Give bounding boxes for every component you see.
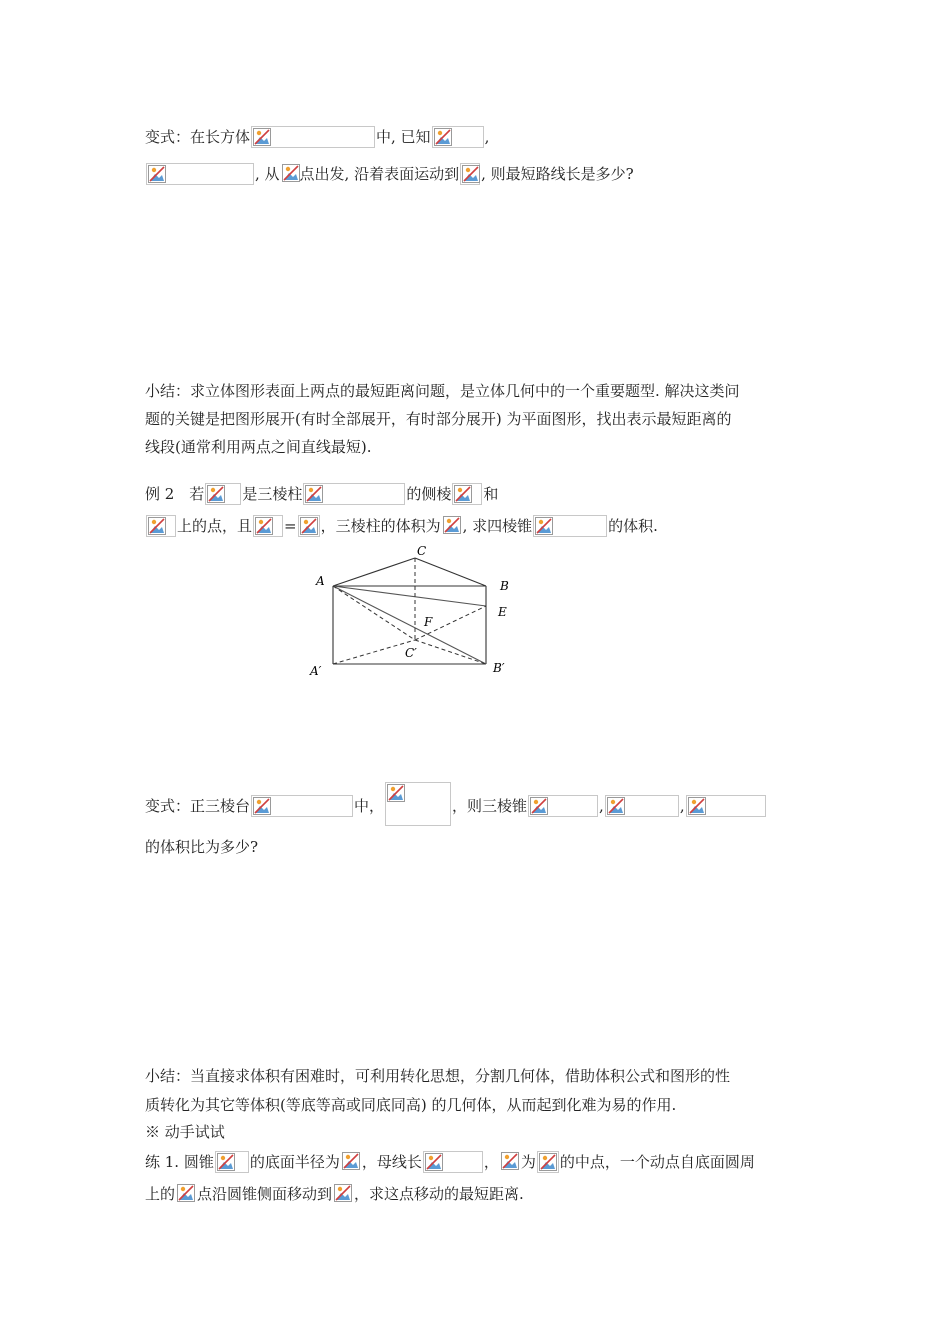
broken-image-icon — [434, 128, 452, 146]
broken-image-icon — [462, 165, 480, 183]
summary2-line: 质转化为其它等体积(等底等高或同底同高) 的几何体，从而起到化难为易的作用. — [145, 1096, 677, 1114]
text: 变式：正三棱台 — [145, 797, 251, 815]
formula-image — [253, 515, 283, 537]
formula-image — [146, 515, 176, 537]
variant2-line1 — [145, 795, 767, 839]
example2-line2 — [145, 515, 658, 535]
broken-image-icon — [177, 1184, 195, 1202]
text: , 求四棱锥 — [462, 517, 533, 535]
broken-image-icon — [148, 165, 166, 183]
text: 例 2 若 — [145, 485, 205, 503]
broken-image-icon — [300, 517, 318, 535]
formula-image — [298, 515, 320, 537]
broken-image-icon — [387, 784, 405, 802]
formula-image — [686, 795, 766, 817]
formula-image — [500, 1151, 520, 1173]
broken-image-icon — [305, 485, 323, 503]
broken-image-icon — [443, 516, 461, 534]
text: = — [284, 517, 297, 535]
formula-image — [423, 1151, 483, 1173]
broken-image-icon — [539, 1153, 557, 1171]
broken-image-icon — [342, 1152, 360, 1170]
broken-image-icon — [535, 517, 553, 535]
practice1-line2 — [145, 1183, 524, 1203]
text: 为 — [520, 1153, 536, 1171]
variant1-line1 — [145, 126, 489, 146]
formula-image — [251, 126, 375, 148]
text: , — [484, 128, 490, 146]
text: ，三棱柱的体积为 — [320, 517, 441, 535]
broken-image-icon — [454, 485, 472, 503]
prism-diagram — [300, 540, 530, 685]
formula-image — [605, 795, 679, 817]
text: ，母线长 — [361, 1153, 422, 1171]
broken-image-icon — [207, 485, 225, 503]
formula-image — [333, 1183, 353, 1205]
text: , — [599, 797, 604, 815]
formula-image — [146, 163, 254, 185]
text: , — [679, 797, 685, 815]
formula-image — [281, 163, 299, 185]
text: 中, 已知 — [376, 128, 431, 146]
summary1-line: 题的关键是把图形展开(有时全部展开，有时部分展开) 为平面图形，找出表示最短距离的 — [145, 410, 732, 428]
broken-image-icon — [607, 797, 625, 815]
text: 练 1. 圆锥 — [145, 1153, 214, 1171]
prism-figure — [300, 540, 530, 689]
text: 是三棱柱 — [242, 485, 303, 503]
label-B: B — [500, 579, 509, 593]
broken-image-icon — [688, 797, 706, 815]
summary1-line: 线段(通常利用两点之间直线最短). — [145, 438, 372, 456]
text: , 则最短路线长是多少? — [481, 165, 634, 183]
broken-image-icon — [425, 1153, 443, 1171]
text: 的中点，一个动点自底面圆周 — [559, 1153, 755, 1171]
broken-image-icon — [217, 1153, 235, 1171]
summary1-line: 小结：求立体图形表面上两点的最短距离问题，是立体几何中的一个重要题型. 解决这类问 — [145, 382, 740, 400]
label-A: A — [316, 574, 325, 588]
formula-image — [303, 483, 405, 505]
formula-image — [537, 1151, 559, 1173]
example2-line1 — [145, 483, 498, 503]
formula-image — [432, 126, 484, 148]
text: 的侧棱 — [406, 485, 452, 503]
formula-image — [341, 1151, 361, 1173]
hands-on-title: ※ 动手试试 — [145, 1123, 225, 1141]
broken-image-icon — [148, 517, 166, 535]
variant2-line2: 的体积比为多少? — [145, 838, 259, 856]
formula-image — [528, 795, 598, 817]
broken-image-icon — [334, 1184, 352, 1202]
text: 变式：在长方体 — [145, 128, 251, 146]
formula-image — [385, 782, 451, 826]
text: 上的 — [145, 1185, 176, 1203]
text: 的底面半径为 — [249, 1153, 340, 1171]
practice1-line1 — [145, 1151, 755, 1171]
label-B-prime: B′ — [493, 661, 505, 675]
formula-image — [176, 1183, 196, 1205]
formula-image — [251, 795, 353, 817]
broken-image-icon — [530, 797, 548, 815]
label-C-prime: C′ — [405, 646, 417, 660]
label-A-prime: A′ — [310, 664, 322, 678]
text: 和 — [483, 485, 499, 503]
variant1-line2 — [145, 163, 634, 183]
text: ， — [483, 1153, 499, 1171]
label-C: C — [417, 544, 427, 558]
broken-image-icon — [501, 1152, 519, 1170]
formula-image — [460, 163, 480, 185]
formula-image — [452, 483, 482, 505]
text: ，则三棱锥 — [452, 797, 528, 815]
broken-image-icon — [255, 517, 273, 535]
text: 点沿圆锥侧面移动到 — [197, 1185, 333, 1203]
summary2-line: 小结：当直接求体积有困难时，可利用转化思想，分割几何体，借助体积公式和图形的性 — [145, 1067, 731, 1085]
formula-image — [442, 515, 462, 537]
text: ，求这点移动的最短距离. — [354, 1185, 524, 1203]
broken-image-icon — [282, 164, 300, 182]
text: 中， — [354, 797, 385, 815]
label-F: F — [424, 615, 433, 629]
label-E: E — [498, 605, 507, 619]
formula-image — [533, 515, 607, 537]
formula-image — [205, 483, 241, 505]
text: 点出发, 沿着表面运动到 — [299, 165, 460, 183]
broken-image-icon — [253, 797, 271, 815]
text: 上的点，且 — [177, 517, 253, 535]
broken-image-icon — [253, 128, 271, 146]
formula-image — [215, 1151, 249, 1173]
text: 的体积. — [608, 517, 658, 535]
text: , 从 — [255, 165, 280, 183]
